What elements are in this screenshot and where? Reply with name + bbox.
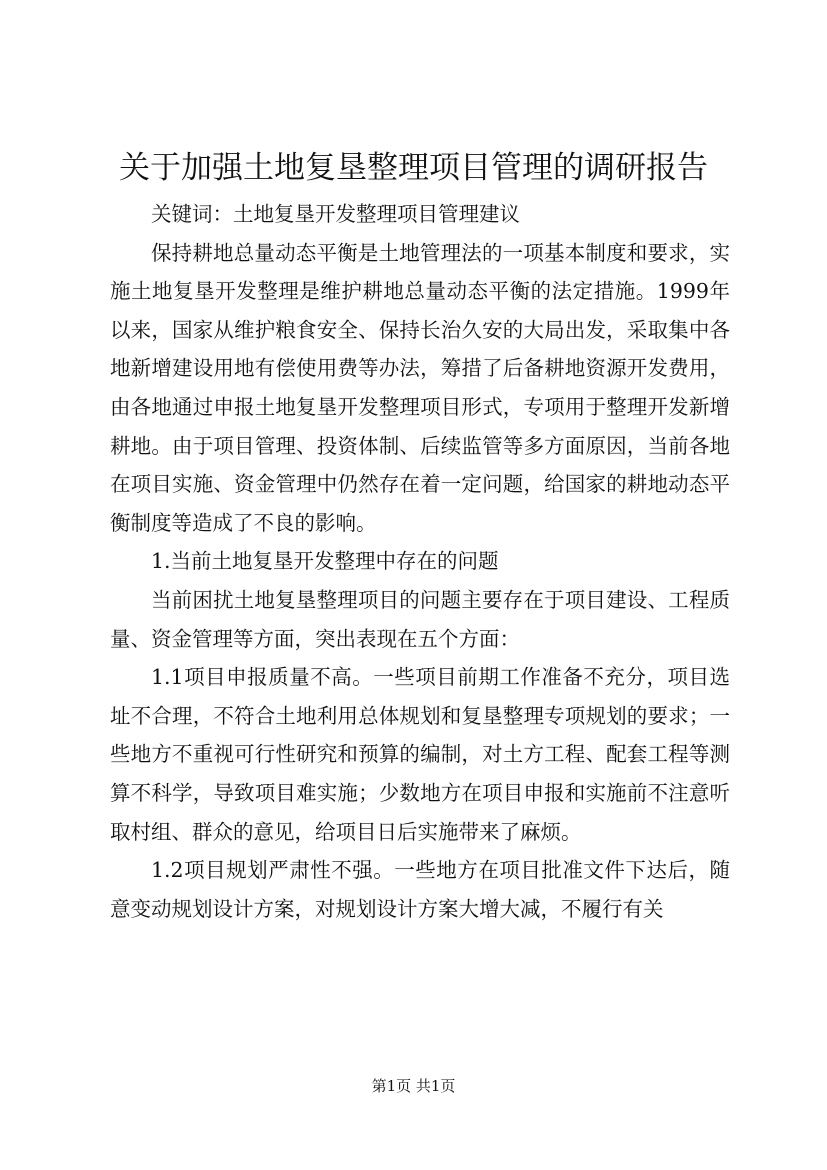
document-title: 关于加强土地复垦整理项目管理的调研报告 xyxy=(119,150,708,186)
item-1-1-paragraph: 1.1项目申报质量不高。一些项目前期工作准备不充分，项目选址不合理，不符合土地利用总体规划和复垦整理专项规划的要求；一些地方不重视可行性研究和预算的编制，对土方工程、配套工程等测算不科学，导致项目难实施；少数地方在项目申报和实施前不注意听取村组、群众的意见，给项目日后实施带来了麻烦。 xyxy=(110,665,730,844)
document-body xyxy=(110,195,730,928)
item-1-2-paragraph: 1.2项目规划严肃性不强。一些地方在项目批准文件下达后，随意变动规划设计方案，对规划设计方案大增大减，不履行有关 xyxy=(110,858,730,921)
section-intro-paragraph: 当前困扰土地复垦整理项目的问题主要存在于项目建设、工程质量、资金管理等方面，突出表现在五个方面： xyxy=(110,587,730,651)
intro-paragraph: 保持耕地总量动态平衡是土地管理法的一项基本制度和要求，实施土地复垦开发整理是维护耕地总量动态平衡的法定措施。1999年以来，国家从维护粮食安全、保持长治久安的大局出发，采取集中各地新增建设用地有偿使用费等办法，筹措了后备耕地资源开发费用，由各地通过申报土地复垦开发整理项目形式，专项用于整理开发新增耕地。由于项目管理、投资体制、后续监管等多方面原因，当前各地在项目实施、资金管理中仍然存在着一定问题，给国家的耕地动态平衡制度等造成了不良的影响。 xyxy=(110,240,730,535)
keywords-paragraph: 关键词：土地复垦开发整理项目管理建议 xyxy=(151,202,520,226)
page-footer: 第1页 共1页 xyxy=(371,1077,456,1095)
section-heading: 1.当前土地复垦开发整理中存在的问题 xyxy=(151,549,499,574)
